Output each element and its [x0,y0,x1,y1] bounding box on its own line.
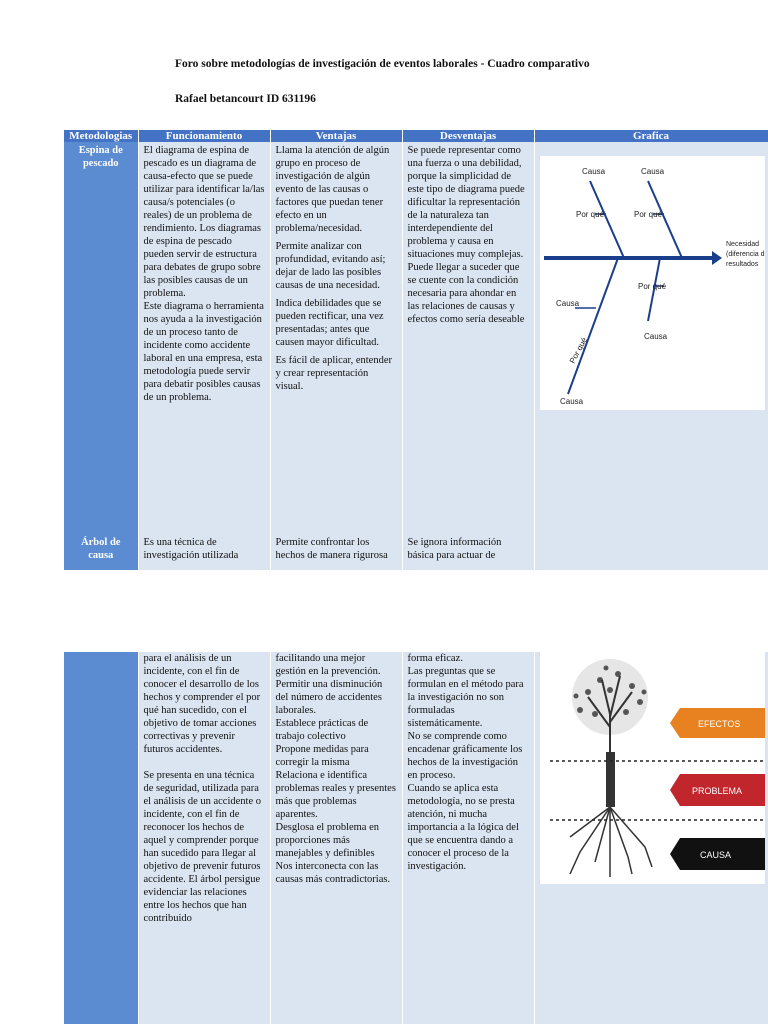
arbol-desventajas-1: Se ignora información básica para actuar de [402,534,534,570]
ventaja-item: Llama la atención de algún grupo en proceso de investigación de algún evento de las causas o factores que puedan tener efecto en un problema/necesidad. [275,145,390,234]
row-label-arbol: Árbol de causa [64,534,138,570]
causa-label: CAUSA [699,850,731,860]
arbol-grafica-1 [534,534,768,570]
table-header [64,130,768,142]
ventaja-item: Es fácil de aplicar, entender y crear representación visual. [275,355,392,392]
espina-ventajas [270,142,402,534]
arbol-ventajas-2: facilitando una mejor gestión en la prevención. Permitir una disminución del número de accidentes laborales. Establece prácticas de trabajo colectivo Propone medidas para corregir la misma Relaciona e identifica problemas reales y presentes más que problemas aparentes. Desglosa el problema en proporciones más manejables y definibles Nos interconecta con las causas más contradictorias. [270,652,402,1024]
fishbone-label: Causa [581,167,605,176]
header-grafica: Grafica [534,130,768,142]
document-title: Foro sobre metodologías de investigación de eventos laborales - Cuadro comparativo [175,58,590,70]
fishbone-label: Por qué [633,210,662,219]
fishbone-label: Por qué [567,335,589,365]
fishbone-label: resultados [725,261,758,268]
fishbone-label: Causa [555,299,579,308]
arbol-funcionamiento-1: Es una técnica de investigación utilizada [138,534,270,570]
arbol-ventajas-1: Permite confrontar los hechos de manera rigurosa [270,534,402,570]
fishbone-label: (diferencia d [725,251,765,258]
header-funcionamiento: Funcionamiento [138,130,270,142]
row-label-espina: Espina de pescado [64,142,138,534]
header-desventajas: Desventajas [402,130,534,142]
tree-diagram [540,652,765,884]
fishbone-svg [540,156,765,410]
author-line: Rafael betancourt ID 631196 [175,93,316,105]
table-row [64,142,768,534]
table-row [64,534,768,570]
efectos-label: EFECTOS [697,719,740,729]
fishbone-label: Por qué [637,282,666,291]
tree-roots [570,807,652,877]
ventaja-item: Permite analizar con profundidad, evitando así; dejar de lado las posibles causas de una necesidad. [275,241,386,291]
table-row [64,652,768,1024]
header-metodologias: Metodologias [64,130,138,142]
row-label-arbol-continued [64,652,138,1024]
fishbone-diagram [540,156,765,410]
comparison-table [64,130,768,570]
arbol-grafica-2 [534,652,768,1024]
fishbone-label: Por qué [575,210,604,219]
espina-grafica [534,142,768,534]
fishbone-label: Causa [643,332,667,341]
fishbone-label: Causa [559,397,583,406]
espina-desventajas: Se puede representar como una fuerza o una debilidad, porque la simplicidad de este tipo de diagrama puede dificultar la representación de la naturaleza tan interdependiente del problema y causa en situaciones muy complejas. Puede llegar a suceder que se cuente con la condición necesaria para ahondar en las relaciones de causas y efectos como sería deseable [402,142,534,534]
fishbone-label: Causa [640,167,664,176]
fishbone-label: Necesidad [725,241,759,248]
header-ventajas: Ventajas [270,130,402,142]
tree-svg [540,652,765,884]
ventaja-item: Indica debilidades que se pueden rectificar, una vez presentadas; antes que causen mayor dificultad. [275,298,384,348]
espina-funcionamiento: El diagrama de espina de pescado es un diagrama de causa-efecto que se puede utilizar para identificar la/las causa/s potenciales (o reales) de un problema de rendimiento. Los diagramas de espina de pescado pueden servir de estructura para debates de grupo sobre las posibles causas de un problema. Este diagrama o herramienta nos ayuda a la investigación de un proceso tanto de incidente como accidente laboral en una empresa, esta metodología puede servir para debatir posibles causas de un problema. [138,142,270,534]
arbol-desventajas-2: forma eficaz. Las preguntas que se formulan en el método para la investigación no son formuladas sistemáticamente. No se comprende como encadenar gráficamente los hechos de la investigación en proceso. Cuando se aplica esta metodología, no se presta atención, ni mucha importancia a la lógica del que se encuentra dando a conocer el proceso de la investigación. [402,652,534,1024]
problema-label: PROBLEMA [691,786,742,796]
arbol-funcionamiento-2: para el análisis de un incidente, con el fin de conocer el desarrollo de los hechos y comprender el por qué han sucedido, con el objetivo de tomar acciones correctivas y prevenir futuros accidentes. Se presenta en una técnica de seguridad, utilizada para el análisis de un accidente o incidente, con el fin de reconocer los hechos de aquel y comprender porque han sucedido para llegar al objetivo de prevenir futuros accidente. El árbol persigue evidenciar las relaciones entre los hechos que han contribuido [138,652,270,1024]
comparison-table-continued [64,652,768,1024]
